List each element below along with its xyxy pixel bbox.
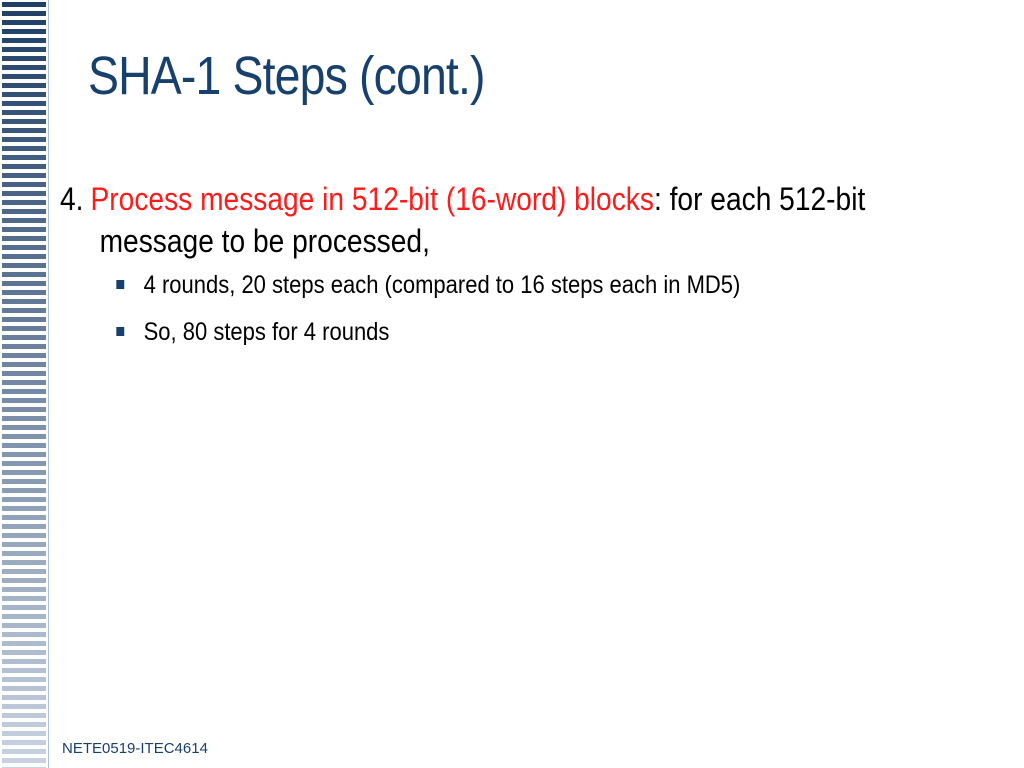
side-stripe	[2, 623, 46, 628]
side-stripe	[2, 353, 46, 358]
side-stripe	[2, 308, 46, 313]
list-item	[60, 317, 870, 347]
side-stripe	[2, 119, 46, 124]
side-stripe	[2, 659, 46, 664]
side-stripe	[2, 173, 46, 178]
side-stripe	[2, 335, 46, 340]
side-stripe	[2, 398, 46, 403]
side-stripe	[2, 317, 46, 322]
bullet-text: 4 rounds, 20 steps each (compared to 16 steps each in MD5)	[143, 271, 741, 299]
side-stripe	[2, 605, 46, 610]
side-stripe	[2, 164, 46, 169]
side-stripe	[2, 560, 46, 565]
side-stripe	[2, 515, 46, 520]
side-stripe	[2, 47, 46, 52]
side-stripe	[2, 38, 46, 43]
side-stripe	[2, 452, 46, 457]
side-stripe	[2, 740, 46, 745]
side-stripe	[2, 101, 46, 106]
side-stripe	[2, 695, 46, 700]
side-stripe	[2, 209, 46, 214]
side-stripe-decoration	[0, 0, 50, 768]
side-stripe	[2, 434, 46, 439]
side-stripe	[2, 479, 46, 484]
side-stripe	[2, 281, 46, 286]
side-stripe	[2, 524, 46, 529]
main-point	[60, 178, 962, 262]
side-stripe	[2, 416, 46, 421]
point-text: : for each 512-bit message to be processed,	[99, 181, 866, 259]
side-stripe	[2, 92, 46, 97]
square-bullet-icon	[116, 280, 124, 289]
side-stripe	[2, 371, 46, 376]
side-stripe	[2, 758, 46, 763]
side-stripe	[2, 470, 46, 475]
square-bullet-icon	[116, 327, 124, 336]
side-stripe	[2, 227, 46, 232]
side-stripe	[2, 137, 46, 142]
side-stripe	[2, 146, 46, 151]
side-stripe	[2, 290, 46, 295]
side-stripe	[2, 200, 46, 205]
side-stripe	[2, 569, 46, 574]
side-stripe	[2, 488, 46, 493]
side-stripe	[2, 596, 46, 601]
side-stripe	[2, 110, 46, 115]
side-stripe	[2, 65, 46, 70]
side-stripe	[2, 11, 46, 16]
side-stripe	[2, 461, 46, 466]
side-stripe	[2, 83, 46, 88]
side-stripe	[2, 578, 46, 583]
side-stripe	[2, 650, 46, 655]
side-stripe	[2, 389, 46, 394]
side-stripe	[2, 128, 46, 133]
side-stripe	[2, 272, 46, 277]
side-stripe	[2, 677, 46, 682]
side-stripe	[2, 632, 46, 637]
side-stripe	[2, 218, 46, 223]
side-stripe	[2, 704, 46, 709]
sub-bullet-list	[60, 270, 870, 347]
side-stripe	[2, 182, 46, 187]
side-stripe	[2, 533, 46, 538]
side-stripe	[2, 551, 46, 556]
side-stripe	[2, 362, 46, 367]
side-stripe	[2, 299, 46, 304]
side-stripe	[2, 686, 46, 691]
side-stripe	[2, 380, 46, 385]
side-stripe	[2, 443, 46, 448]
slide-footer: NETE0519-ITEC4614	[62, 740, 208, 757]
side-stripe	[2, 56, 46, 61]
side-stripe	[2, 20, 46, 25]
side-stripe	[2, 713, 46, 718]
point-highlight: Process message in 512-bit (16-word) blocks	[90, 181, 654, 217]
list-item	[60, 270, 870, 300]
side-stripe	[2, 326, 46, 331]
side-stripe	[2, 425, 46, 430]
point-number: 4.	[60, 181, 84, 217]
side-stripe	[2, 407, 46, 412]
side-stripe	[2, 587, 46, 592]
side-stripe	[2, 2, 46, 7]
side-stripe	[2, 29, 46, 34]
slide-title: SHA-1 Steps (cont.)	[88, 46, 485, 106]
side-stripe	[2, 506, 46, 511]
bullet-text: So, 80 steps for 4 rounds	[143, 318, 390, 346]
side-stripe	[2, 542, 46, 547]
side-stripe	[2, 641, 46, 646]
side-stripe	[2, 191, 46, 196]
side-stripe	[2, 74, 46, 79]
side-stripe	[2, 668, 46, 673]
side-stripe	[2, 155, 46, 160]
side-stripe	[2, 245, 46, 250]
side-stripe	[2, 254, 46, 259]
side-stripe	[2, 497, 46, 502]
side-stripe	[2, 614, 46, 619]
side-stripe	[2, 263, 46, 268]
side-stripe	[2, 731, 46, 736]
side-stripe	[2, 344, 46, 349]
slide-body	[60, 178, 870, 364]
side-divider-line	[48, 0, 49, 768]
side-stripe	[2, 722, 46, 727]
side-stripe	[2, 236, 46, 241]
side-stripe	[2, 749, 46, 754]
